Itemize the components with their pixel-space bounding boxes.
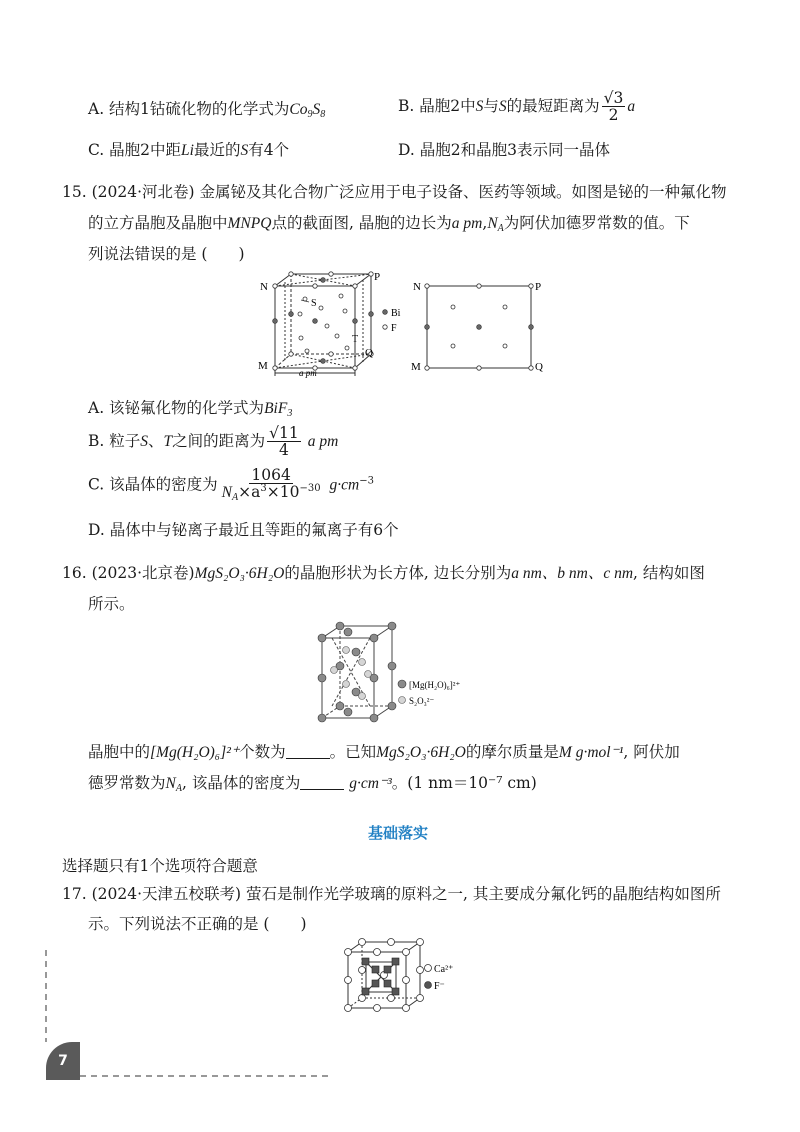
q17-line-1: 17. (2024·天津五校联考) 萤石是制作光学玻璃的原料之一, 其主要成分氟化钙的晶胞结构如图所 <box>62 885 721 903</box>
legend-s2o3: S₂O₃²⁻ <box>409 696 435 706</box>
legend-f: F <box>391 323 397 334</box>
page-corner-decoration <box>40 950 330 1080</box>
s2o3-legend-dot <box>399 697 406 704</box>
q16-line-2: 所示。 <box>88 595 135 613</box>
section-label-q: Q <box>535 361 543 373</box>
mg-legend-dot <box>398 680 406 688</box>
section-title: 基础落实 <box>368 824 429 842</box>
q15-option-b: B. 粒子S、T之间的距离为 $\frac{√11}{4}$ a pm <box>88 424 339 460</box>
legend-f: F⁻ <box>434 981 445 992</box>
q17-crystal-figure <box>340 936 470 1014</box>
f-legend-dot <box>383 325 387 329</box>
section-subtitle: 选择题只有1个选项符合题意 <box>62 857 258 875</box>
fraction: $\frac{1064}{N_A\times a^3\times 10^{-30}}$ <box>221 466 321 504</box>
q14-option-c: C. 晶胞2中距Li最近的S有4个 <box>88 141 290 159</box>
section-label-m: M <box>411 361 421 373</box>
fraction: $\frac{√3}{2}$ <box>603 89 624 125</box>
q15-line-2: 的立方晶胞及晶胞中MNPQ点的截面图, 晶胞的边长为a $pm,N_A$为阿伏加德罗常数的值。下 <box>88 214 690 234</box>
label-apm: a pm <box>299 368 317 378</box>
q16-line-3: 晶胞中的[Mg(H₂O)₆]²⁺个数为 。已知MgS₂O₃·6H₂O的摩尔质量是M g·mol⁻¹, 阿伏加 <box>88 743 680 761</box>
answer-blank-1[interactable] <box>286 744 330 759</box>
q14-option-b: B. 晶胞2中S与S的最短距离为 $\frac{√3}{2}$ a <box>398 89 636 125</box>
section-label-n: N <box>413 281 421 293</box>
q15-option-a: A. 该铋氟化物的化学式为BiF$_3$ <box>88 399 293 419</box>
q15-line-1: 15. (2024·河北卷) 金属铋及其化合物广泛应用于电子设备、医药等领域。如图是铋的一种氟化物 <box>62 183 727 201</box>
f-legend-dot <box>425 982 432 989</box>
q15-option-d: D. 晶体中与铋离子最近且等距的氟离子有6个 <box>88 521 399 539</box>
legend-mg: [Mg(H₂O)₆]²⁺ <box>409 680 461 690</box>
legend-ca: Ca²⁺ <box>434 964 454 975</box>
q16-line-1: 16. (2023·北京卷)MgS₂O₃·6H₂O的晶胞形状为长方体, 边长分别为a nm、b nm、c nm, 结构如图 <box>62 564 705 582</box>
ca-legend-dot <box>425 965 432 972</box>
fraction: $\frac{√11}{4}$ <box>269 424 299 460</box>
label-n: N <box>260 281 268 293</box>
q16-crystal-figure <box>310 618 500 726</box>
bi-legend-dot <box>383 310 388 315</box>
q14-option-a: A. 结构1钴硫化物的化学式为$Co_9S_8$ <box>88 100 326 120</box>
answer-blank-2[interactable] <box>300 775 344 790</box>
label-p: P <box>374 271 381 283</box>
page-number: 7 <box>46 1042 80 1080</box>
q16-line-4: 德罗常数为$N_A$, 该晶体的密度为 g·cm⁻³。(1 nm＝10⁻⁷ cm) <box>88 774 537 794</box>
label-q: Q <box>365 347 373 359</box>
label-m: M <box>258 360 268 372</box>
legend-bi: Bi <box>391 308 401 319</box>
q17-line-2: 示。下列说法不正确的是 ( ) <box>88 915 307 933</box>
label-t: T <box>352 334 359 345</box>
label-s: S <box>311 298 317 309</box>
q15-crystal-figure <box>255 266 555 378</box>
q15-option-c: C. 该晶体的密度为 $\frac{1064}{N_A\times a^3\times 10^{-30}}$ $g\cdot cm^{-3}$ <box>88 466 374 504</box>
q14-option-d: D. 晶胞2和晶胞3表示同一晶体 <box>398 141 610 159</box>
section-label-p: P <box>535 281 542 293</box>
q15-line-3: 列说法错误的是 ( ) <box>88 245 245 263</box>
